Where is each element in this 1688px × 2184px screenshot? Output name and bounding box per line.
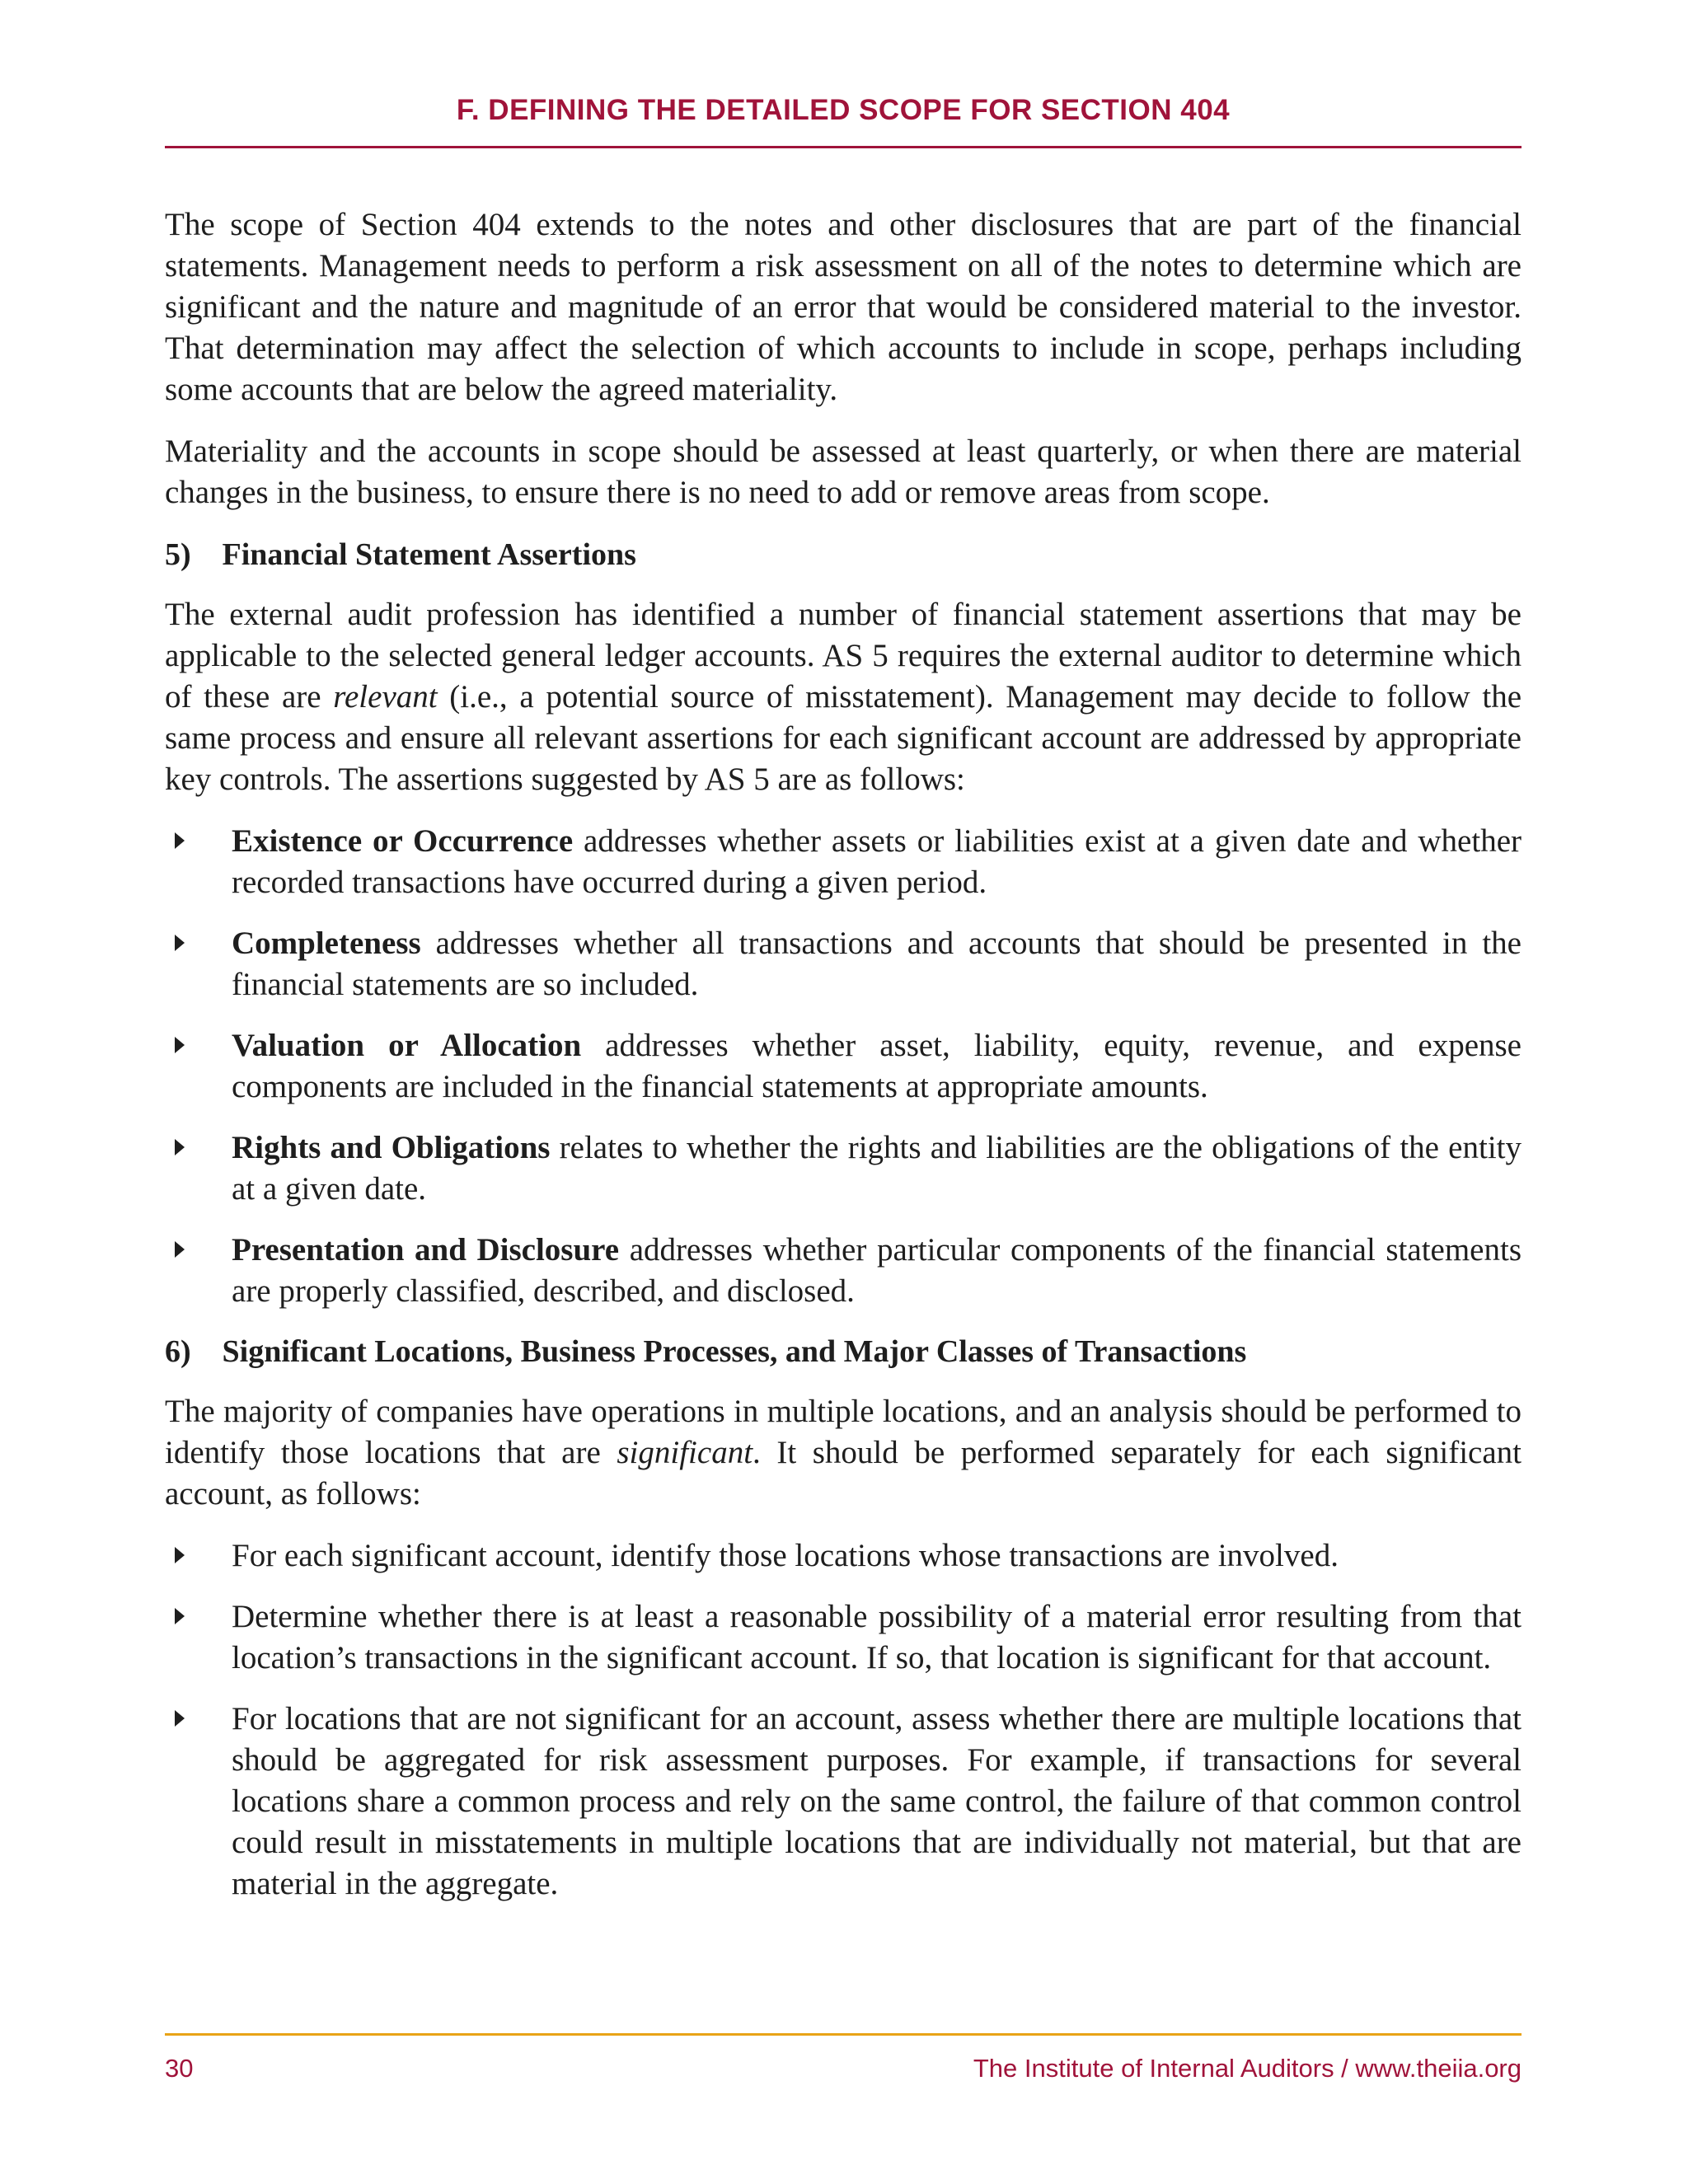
list-item: Determine whether there is at least a reasonable possibility of a material error resulting from that location’s transactions in the significant account. If so, that location is significant for that account. (165, 1596, 1522, 1679)
triangle-right-icon (175, 1547, 185, 1563)
list-item: Presentation and Disclosure addresses whether particular components of the financial statements are properly classified, described, and disclosed. (165, 1230, 1522, 1312)
locations-steps-list (165, 1535, 1522, 1905)
list-item: For each significant account, identify those locations whose transactions are involved. (165, 1535, 1522, 1577)
triangle-right-icon (175, 1241, 185, 1258)
list-item: For locations that are not significant for an account, assess whether there are multiple locations that should be aggregated for risk assessment purposes. For example, if transactions for several locations share a common process and rely on the same control, the failure of that common control could result in misstatements in multiple locations that are individually not material, but that are material in the aggregate. (165, 1699, 1522, 1905)
section-number: 5) (165, 537, 191, 572)
triangle-right-icon (175, 832, 185, 849)
footer-divider (165, 2033, 1522, 2036)
paragraph-scope: The scope of Section 404 extends to the notes and other disclosures that are part of the financial statements. Management needs to perform a risk assessment on all of the notes to determine which are significant and the nature and magnitude of an error that would be considered material to the investor. That determination may affect the selection of which accounts to include in scope, perhaps including some accounts that are below the agreed materiality. (165, 207, 1522, 407)
section-header-title: F. DEFINING THE DETAILED SCOPE FOR SECTION 404 (456, 94, 1231, 126)
list-item: Existence or Occurrence addresses whether assets or liabilities exist at a given date and whether recorded transactions have occurred during a given period. (165, 821, 1522, 903)
triangle-right-icon (175, 1710, 185, 1727)
paragraph-assertions-intro: The external audit profession has identified a number of financial statement assertions that may be applicable to the selected general ledger accounts. AS 5 requires the external auditor to determine which of these are relevant (i.e., a potential source of misstatement). Management may decide to follow the same process and ensure all relevant assertions for each significant account are addressed by appropriate key controls. The assertions suggested by AS 5 are as follows: (165, 597, 1522, 797)
list-item: Completeness addresses whether all transactions and accounts that should be presented in the financial statements are so included. (165, 923, 1522, 1005)
section-title: Significant Locations, Business Processes, and Major Classes of Transactions (222, 1334, 1247, 1369)
triangle-right-icon (175, 1608, 185, 1624)
assertion-term: Presentation and Disclosure (232, 1232, 620, 1268)
section-number: 6) (165, 1334, 191, 1369)
header-divider (165, 146, 1522, 148)
triangle-right-icon (175, 1139, 185, 1155)
page-content (165, 204, 1522, 1924)
footer-organization-link[interactable]: The Institute of Internal Auditors / www.theiia.org (973, 2054, 1522, 2083)
triangle-right-icon (175, 935, 185, 951)
list-item: Valuation or Allocation addresses whether asset, liability, equity, revenue, and expense components are included in the financial statements at appropriate amounts. (165, 1025, 1522, 1108)
section-heading-locations (165, 1331, 1522, 1372)
list-item: Rights and Obligations relates to whether the rights and liabilities are the obligations of the entity at a given date. (165, 1127, 1522, 1210)
paragraph-materiality: Materiality and the accounts in scope should be assessed at least quarterly, or when there are material changes in the business, to ensure there is no need to add or remove areas from scope. (165, 434, 1522, 510)
paragraph-locations-intro: The majority of companies have operations in multiple locations, and an analysis should be performed to identify those locations that are significant. It should be performed separately for each significant account, as follows: (165, 1394, 1522, 1511)
assertion-term: Existence or Occurrence (232, 823, 574, 859)
assertion-term: Valuation or Allocation (232, 1028, 582, 1063)
section-heading-assertions (165, 534, 1522, 575)
section-title: Financial Statement Assertions (222, 537, 636, 572)
assertion-term: Completeness (232, 926, 421, 961)
page-number: 30 (165, 2054, 194, 2083)
triangle-right-icon (175, 1037, 185, 1053)
assertions-list (165, 821, 1522, 1312)
assertion-term: Rights and Obligations (232, 1130, 551, 1165)
